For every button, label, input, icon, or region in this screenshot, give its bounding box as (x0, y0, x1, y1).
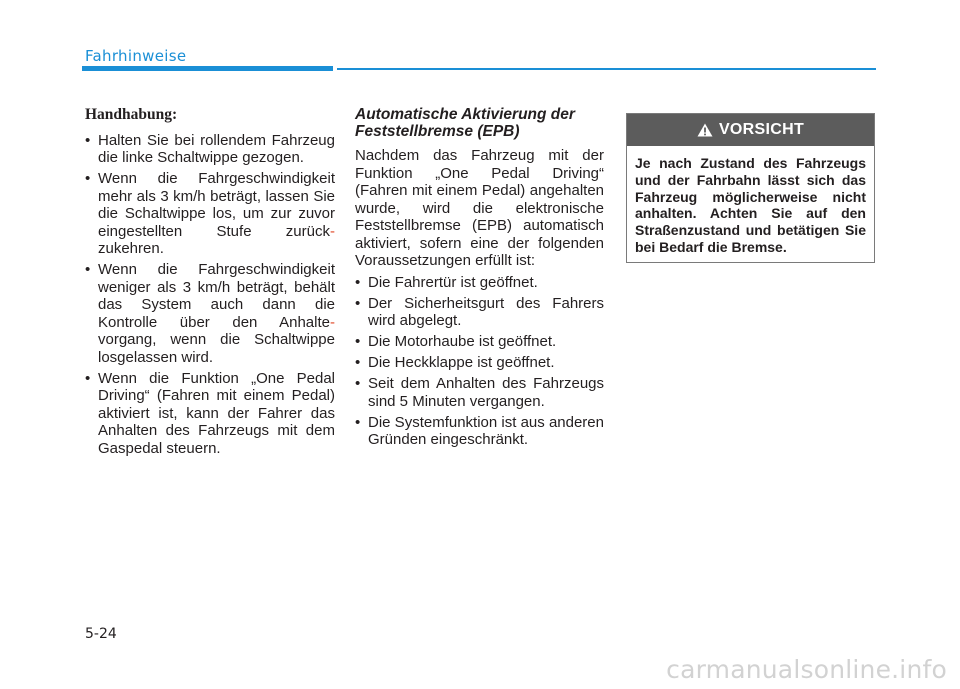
handhabung-heading: Handhabung: (85, 106, 178, 123)
column-handhabung (85, 106, 335, 461)
list-item: • Die Fahrertür ist geöffnet. (355, 274, 604, 292)
list-item: • Die Heckklappe ist geöffnet. (355, 354, 604, 372)
epb-heading: Automatische Aktivierung der Feststellbremse (EPB) (355, 106, 575, 140)
caution-header (627, 114, 874, 146)
section-title: Fahrhinweise (85, 47, 187, 65)
list-item: • Die Systemfunktion ist aus anderen Gründen eingeschränkt. (355, 414, 604, 449)
list-item: • Wenn die Funktion „One Pedal Driving“ (Fahren mit einem Pedal) aktiviert ist, kann der Fahrer das Anhalten des Fahrzeugs mit dem Gaspedal steuern. (85, 370, 335, 458)
header-rule-thick (82, 66, 333, 71)
list-item: • Seit dem Anhalten des Fahrzeugs sind 5 Minuten vergangen. (355, 375, 604, 410)
caution-text: Je nach Zustand des Fahrzeugs und der Fahrbahn lässt sich das Fahrzeug möglicherweise nicht anhalten. Achten Sie auf den Straßenzustand und betätigen Sie bei Bedarf die Bremse. (635, 155, 866, 255)
epb-conditions-list (355, 274, 604, 449)
list-item: • Wenn die Fahrgeschwindigkeit weniger als 3 km/h beträgt, behält das System auch dann die Kontrolle über den Anhalte- vorgang, wenn die Schaltwippe losgelassen wird. (85, 261, 335, 366)
hyphen-mark: - (330, 222, 335, 240)
header-rule-thin (337, 68, 876, 70)
epb-intro: Nachdem das Fahrzeug mit der Funktion „One Pedal Driving“ (Fahren mit einem Pedal) angehalten wurde, wird die elektronische Feststellbremse (EPB) automatisch aktiviert, sofern eine der folgenden Voraussetzungen erfüllt ist: (355, 147, 604, 269)
handhabung-list (85, 132, 335, 458)
warning-triangle-icon (697, 123, 713, 137)
list-item: • Der Sicherheitsgurt des Fahrers wird abgelegt. (355, 295, 604, 330)
list-item: • Wenn die Fahrgeschwindigkeit mehr als 3 km/h beträgt, lassen Sie die Schaltwippe los, um zur zuvor eingestellten Stufe zurück- zukehren. (85, 170, 335, 258)
caution-label: VORSICHT (718, 121, 805, 138)
list-item: • Halten Sie bei rollendem Fahrzeug die linke Schaltwippe gezogen. (85, 132, 335, 167)
page-number: 5-24 (85, 626, 117, 642)
caution-box (626, 113, 875, 263)
column-epb (355, 106, 604, 452)
list-item: • Die Motorhaube ist geöffnet. (355, 333, 604, 351)
watermark: carmanualsonline.info (666, 655, 947, 684)
hyphen-mark: - (330, 313, 335, 331)
